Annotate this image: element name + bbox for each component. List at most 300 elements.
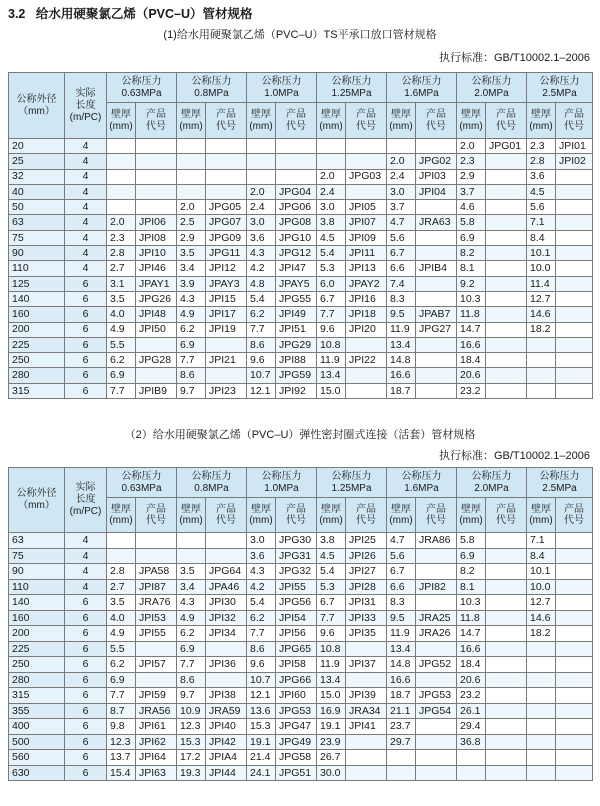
cell-dn: 63 [9, 533, 65, 549]
cell-wall [527, 368, 556, 383]
table-row [9, 139, 593, 154]
cell-wall: 8.2 [457, 246, 486, 261]
cell-code [206, 672, 247, 688]
cell-wall: 5.4 [247, 291, 276, 306]
cell-length: 6 [65, 750, 107, 766]
cell-wall: 6.9 [177, 337, 206, 352]
cell-code: JPI37 [346, 657, 387, 673]
cell-wall: 11.8 [457, 307, 486, 322]
cell-wall [527, 657, 556, 673]
cell-wall: 12.1 [247, 383, 276, 398]
cell-code: JPI82 [416, 579, 457, 595]
cell-wall: 2.0 [177, 200, 206, 215]
table-row [9, 200, 593, 215]
cell-code [486, 337, 527, 352]
cell-wall: 2.8 [107, 564, 136, 580]
cell-wall: 2.3 [527, 139, 556, 154]
cell-wall [177, 139, 206, 154]
cell-wall: 18.4 [457, 353, 486, 368]
cell-wall: 9.2 [457, 276, 486, 291]
cell-code [486, 169, 527, 184]
cell-wall: 4.9 [177, 610, 206, 626]
cell-code [486, 626, 527, 642]
cell-code: JPG31 [276, 548, 317, 564]
header-wall: 壁厚 (mm) [177, 498, 206, 533]
cell-code [556, 353, 593, 368]
cell-code [486, 641, 527, 657]
cell-code [556, 230, 593, 245]
table-row [9, 548, 593, 564]
table-row [9, 246, 593, 261]
cell-code: JPG54 [416, 703, 457, 719]
cell-code [556, 595, 593, 611]
cell-dn: 355 [9, 703, 65, 719]
cell-wall: 8.1 [457, 579, 486, 595]
cell-wall: 6.0 [317, 276, 346, 291]
cell-wall [457, 765, 486, 781]
cell-wall [457, 750, 486, 766]
cell-wall [107, 548, 136, 564]
cell-dn: 32 [9, 169, 65, 184]
cell-wall: 6.2 [177, 322, 206, 337]
cell-wall: 19.1 [317, 719, 346, 735]
cell-wall [527, 337, 556, 352]
cell-code: JPI47 [276, 261, 317, 276]
cell-wall: 10.9 [177, 703, 206, 719]
cell-code [346, 383, 387, 398]
cell-code: JPI50 [136, 322, 177, 337]
cell-code: JPI39 [346, 688, 387, 704]
cell-wall: 10.3 [457, 595, 486, 611]
cell-code: JRA25 [416, 610, 457, 626]
cell-code [486, 703, 527, 719]
cell-length: 4 [65, 533, 107, 549]
cell-wall: 7.1 [527, 533, 556, 549]
cell-wall: 4.5 [527, 184, 556, 199]
cell-code [206, 184, 247, 199]
cell-wall [527, 641, 556, 657]
cell-code [556, 533, 593, 549]
header-code: 产品 代号 [346, 103, 387, 139]
cell-wall: 10.1 [527, 246, 556, 261]
cell-wall: 6.9 [457, 230, 486, 245]
cell-wall: 2.4 [247, 200, 276, 215]
cell-dn: 125 [9, 276, 65, 291]
cell-length: 6 [65, 719, 107, 735]
cell-code [136, 672, 177, 688]
cell-wall: 9.6 [317, 322, 346, 337]
cell-dn: 90 [9, 564, 65, 580]
cell-code [486, 610, 527, 626]
cell-code [486, 734, 527, 750]
cell-wall: 3.5 [107, 595, 136, 611]
cell-code [136, 533, 177, 549]
cell-wall: 5.5 [107, 641, 136, 657]
cell-code: JPG53 [416, 688, 457, 704]
cell-wall [247, 169, 276, 184]
cell-code: JPI55 [136, 626, 177, 642]
cell-wall: 6.7 [387, 564, 416, 580]
cell-wall: 21.4 [247, 750, 276, 766]
cell-code [556, 261, 593, 276]
cell-code [556, 657, 593, 673]
cell-code: JPI42 [206, 734, 247, 750]
header-wall: 壁厚 (mm) [527, 103, 556, 139]
table1-caption: (1)给水用硬聚氯乙烯（PVC–U）TS平承口放口管材规格 [163, 29, 437, 41]
cell-code [206, 169, 247, 184]
cell-wall: 16.6 [457, 641, 486, 657]
table2-standard: 执行标准：GB/T10002.1–2006 [438, 450, 590, 462]
cell-code: JPI08 [136, 230, 177, 245]
cell-wall: 15.3 [247, 719, 276, 735]
cell-code [416, 337, 457, 352]
table2-header [9, 468, 593, 533]
cell-dn: 250 [9, 353, 65, 368]
cell-dn: 200 [9, 322, 65, 337]
cell-wall: 2.8 [107, 246, 136, 261]
cell-code: JPI32 [206, 610, 247, 626]
cell-code: JPI63 [136, 765, 177, 781]
cell-code [486, 383, 527, 398]
cell-wall: 5.6 [527, 200, 556, 215]
header-code: 产品 代号 [416, 498, 457, 533]
cell-wall: 2.0 [387, 154, 416, 169]
header-code: 产品 代号 [136, 498, 177, 533]
section-title-text: 给水用硬聚氯乙烯（PVC–U）管材规格 [35, 7, 253, 21]
cell-code [556, 169, 593, 184]
cell-wall: 3.6 [247, 548, 276, 564]
cell-code [206, 337, 247, 352]
cell-code [556, 719, 593, 735]
cell-dn: 280 [9, 368, 65, 383]
cell-wall: 8.1 [457, 261, 486, 276]
cell-wall [527, 750, 556, 766]
cell-wall: 3.0 [387, 184, 416, 199]
header-code: 产品 代号 [416, 103, 457, 139]
table-row [9, 230, 593, 245]
cell-code: JPI28 [346, 579, 387, 595]
cell-code: JPI13 [346, 261, 387, 276]
cell-code [486, 533, 527, 549]
cell-code [346, 184, 387, 199]
cell-wall: 2.0 [317, 169, 346, 184]
header-code: 产品 代号 [276, 103, 317, 139]
cell-wall: 2.7 [107, 579, 136, 595]
table-row [9, 154, 593, 169]
cell-wall: 2.4 [317, 184, 346, 199]
header-pressure-class: 公称压力 0.8MPa [177, 468, 247, 498]
cell-wall [527, 719, 556, 735]
cell-code [486, 230, 527, 245]
cell-wall: 10.0 [527, 261, 556, 276]
cell-dn: 225 [9, 337, 65, 352]
cell-code: JPI46 [136, 261, 177, 276]
table-row [9, 307, 593, 322]
cell-code: JPG29 [276, 337, 317, 352]
cell-code [556, 291, 593, 306]
cell-code [486, 246, 527, 261]
cell-code [486, 579, 527, 595]
cell-code: JPI10 [136, 246, 177, 261]
table1-header [9, 73, 593, 139]
cell-wall [317, 139, 346, 154]
cell-dn: 110 [9, 579, 65, 595]
header-pressure-class: 公称压力 2.0MPa [457, 468, 527, 498]
cell-length: 6 [65, 322, 107, 337]
cell-wall: 18.7 [387, 688, 416, 704]
cell-code [556, 641, 593, 657]
cell-code: JPA58 [136, 564, 177, 580]
cell-code: JPI33 [346, 610, 387, 626]
cell-wall: 26.7 [317, 750, 346, 766]
cell-wall: 18.7 [387, 383, 416, 398]
cell-wall: 3.6 [247, 230, 276, 245]
cell-wall: 18.4 [457, 657, 486, 673]
cell-wall: 4.0 [107, 307, 136, 322]
cell-code [556, 564, 593, 580]
cell-wall: 23.2 [457, 688, 486, 704]
cell-code [416, 276, 457, 291]
table-row [9, 734, 593, 750]
header-code: 产品 代号 [276, 498, 317, 533]
cell-code: JPG01 [486, 139, 527, 154]
cell-code [136, 169, 177, 184]
cell-wall: 12.3 [177, 719, 206, 735]
cell-wall: 10.1 [527, 564, 556, 580]
cell-dn: 160 [9, 307, 65, 322]
header-pressure-class: 公称压力 2.0MPa [457, 73, 527, 103]
cell-wall: 3.0 [317, 200, 346, 215]
table-row [9, 657, 593, 673]
cell-code: JPI31 [346, 595, 387, 611]
cell-code [556, 200, 593, 215]
cell-code: JPG10 [276, 230, 317, 245]
cell-wall: 10.8 [317, 337, 346, 352]
table-row [9, 184, 593, 199]
cell-code [416, 595, 457, 611]
cell-length: 4 [65, 139, 107, 154]
cell-wall: 5.3 [317, 261, 346, 276]
cell-code: JRA26 [416, 626, 457, 642]
cell-code [486, 595, 527, 611]
cell-wall: 2.3 [457, 154, 486, 169]
cell-wall: 4.5 [317, 548, 346, 564]
cell-wall: 13.7 [107, 750, 136, 766]
cell-code [136, 200, 177, 215]
cell-wall: 13.6 [247, 703, 276, 719]
cell-code: JPG09 [206, 230, 247, 245]
cell-code [416, 564, 457, 580]
cell-code: JPI17 [206, 307, 247, 322]
table-row [9, 595, 593, 611]
cell-wall [107, 154, 136, 169]
cell-code [416, 750, 457, 766]
cell-code: JPI40 [206, 719, 247, 735]
cell-code [486, 368, 527, 383]
table-row [9, 564, 593, 580]
cell-code: JPI88 [276, 353, 317, 368]
cell-wall: 10.0 [527, 579, 556, 595]
cell-dn: 400 [9, 719, 65, 735]
cell-wall: 11.9 [317, 353, 346, 368]
header-pressure-class: 公称压力 1.0MPa [247, 73, 317, 103]
cell-wall: 7.7 [177, 657, 206, 673]
cell-wall: 4.6 [457, 200, 486, 215]
cell-wall: 14.6 [527, 307, 556, 322]
cell-code: JPI30 [206, 595, 247, 611]
cell-wall [107, 169, 136, 184]
cell-code: JRA63 [416, 215, 457, 230]
table-row [9, 641, 593, 657]
header-pressure-class: 公称压力 0.8MPa [177, 73, 247, 103]
cell-code [556, 215, 593, 230]
cell-wall: 6.7 [317, 595, 346, 611]
cell-code [556, 368, 593, 383]
cell-wall: 5.6 [387, 230, 416, 245]
cell-length: 6 [65, 657, 107, 673]
cell-code: JPAY3 [206, 276, 247, 291]
cell-code [556, 610, 593, 626]
cell-code [486, 765, 527, 781]
cell-length: 4 [65, 184, 107, 199]
cell-code: JPI62 [136, 734, 177, 750]
cell-code [276, 154, 317, 169]
cell-wall: 16.6 [387, 368, 416, 383]
cell-wall: 20.6 [457, 368, 486, 383]
cell-wall: 4.3 [247, 564, 276, 580]
cell-dn: 140 [9, 291, 65, 306]
cell-wall [527, 383, 556, 398]
cell-code: JPI54 [276, 610, 317, 626]
cell-dn: 630 [9, 765, 65, 781]
header-wall: 壁厚 (mm) [107, 498, 136, 533]
cell-length: 4 [65, 169, 107, 184]
header-pressure-class: 公称压力 1.25MPa [317, 73, 387, 103]
cell-wall: 29.7 [387, 734, 416, 750]
cell-code [556, 626, 593, 642]
cell-dn: 140 [9, 595, 65, 611]
cell-code: JPI12 [206, 261, 247, 276]
cell-wall: 4.3 [177, 291, 206, 306]
cell-code: JPI11 [346, 246, 387, 261]
cell-code: JPI35 [346, 626, 387, 642]
table1-body [9, 139, 593, 399]
cell-code [416, 291, 457, 306]
cell-wall: 4.7 [387, 533, 416, 549]
cell-wall: 12.7 [527, 595, 556, 611]
cell-wall: 6.2 [107, 353, 136, 368]
cell-wall: 30.0 [317, 765, 346, 781]
cell-code: JPI59 [136, 688, 177, 704]
cell-wall: 5.6 [387, 548, 416, 564]
cell-dn: 25 [9, 154, 65, 169]
cell-wall: 9.5 [387, 307, 416, 322]
cell-wall: 3.0 [247, 215, 276, 230]
cell-code: JPI18 [346, 307, 387, 322]
cell-wall: 9.7 [177, 688, 206, 704]
cell-code [346, 154, 387, 169]
cell-wall: 11.9 [387, 626, 416, 642]
cell-code: JPG04 [276, 184, 317, 199]
cell-wall: 4.8 [247, 276, 276, 291]
cell-wall: 9.5 [387, 610, 416, 626]
cell-wall: 5.5 [107, 337, 136, 352]
cell-wall: 3.5 [107, 291, 136, 306]
header-wall: 壁厚 (mm) [107, 103, 136, 139]
cell-wall: 2.0 [247, 184, 276, 199]
cell-code [556, 548, 593, 564]
cell-wall: 15.4 [107, 765, 136, 781]
cell-code: JPI34 [206, 626, 247, 642]
cell-wall: 6.2 [177, 626, 206, 642]
cell-wall: 9.6 [247, 657, 276, 673]
cell-wall: 2.9 [457, 169, 486, 184]
cell-wall: 14.8 [387, 353, 416, 368]
cell-wall: 7.7 [107, 383, 136, 398]
cell-wall [527, 765, 556, 781]
cell-code [346, 337, 387, 352]
cell-dn: 250 [9, 657, 65, 673]
cell-code: JRA34 [346, 703, 387, 719]
cell-code [416, 548, 457, 564]
header-dn: 公称外径 （mm） [9, 468, 65, 533]
cell-dn: 280 [9, 672, 65, 688]
cell-wall: 7.4 [387, 276, 416, 291]
cell-code [486, 672, 527, 688]
cell-wall: 13.4 [387, 641, 416, 657]
cell-wall: 4.9 [107, 626, 136, 642]
cell-wall: 3.1 [107, 276, 136, 291]
cell-code [416, 200, 457, 215]
cell-code [416, 246, 457, 261]
cell-wall: 14.8 [387, 657, 416, 673]
cell-dn: 315 [9, 688, 65, 704]
header-code: 产品 代号 [556, 498, 593, 533]
cell-code [486, 261, 527, 276]
cell-code: JPI92 [276, 383, 317, 398]
cell-code: JPI57 [136, 657, 177, 673]
cell-code [346, 368, 387, 383]
cell-wall: 2.5 [177, 215, 206, 230]
cell-code [416, 368, 457, 383]
cell-wall: 9.7 [177, 383, 206, 398]
header-wall: 壁厚 (mm) [317, 498, 346, 533]
cell-code [486, 719, 527, 735]
cell-code: JPI44 [206, 765, 247, 781]
cell-wall: 3.7 [457, 184, 486, 199]
cell-code [346, 734, 387, 750]
cell-code [276, 169, 317, 184]
cell-wall: 3.7 [387, 200, 416, 215]
cell-length: 4 [65, 200, 107, 215]
cell-code [206, 548, 247, 564]
cell-code [486, 688, 527, 704]
cell-dn: 40 [9, 184, 65, 199]
cell-wall: 8.4 [527, 230, 556, 245]
cell-code [346, 672, 387, 688]
cell-wall: 24.1 [247, 765, 276, 781]
table-row [9, 765, 593, 781]
cell-wall: 11.9 [317, 657, 346, 673]
table-row [9, 291, 593, 306]
cell-code: JPAY2 [346, 276, 387, 291]
cell-wall: 10.8 [317, 641, 346, 657]
cell-length: 6 [65, 595, 107, 611]
cell-wall: 15.3 [177, 734, 206, 750]
cell-code [416, 672, 457, 688]
cell-wall: 12.1 [247, 688, 276, 704]
cell-code: JPG27 [416, 322, 457, 337]
